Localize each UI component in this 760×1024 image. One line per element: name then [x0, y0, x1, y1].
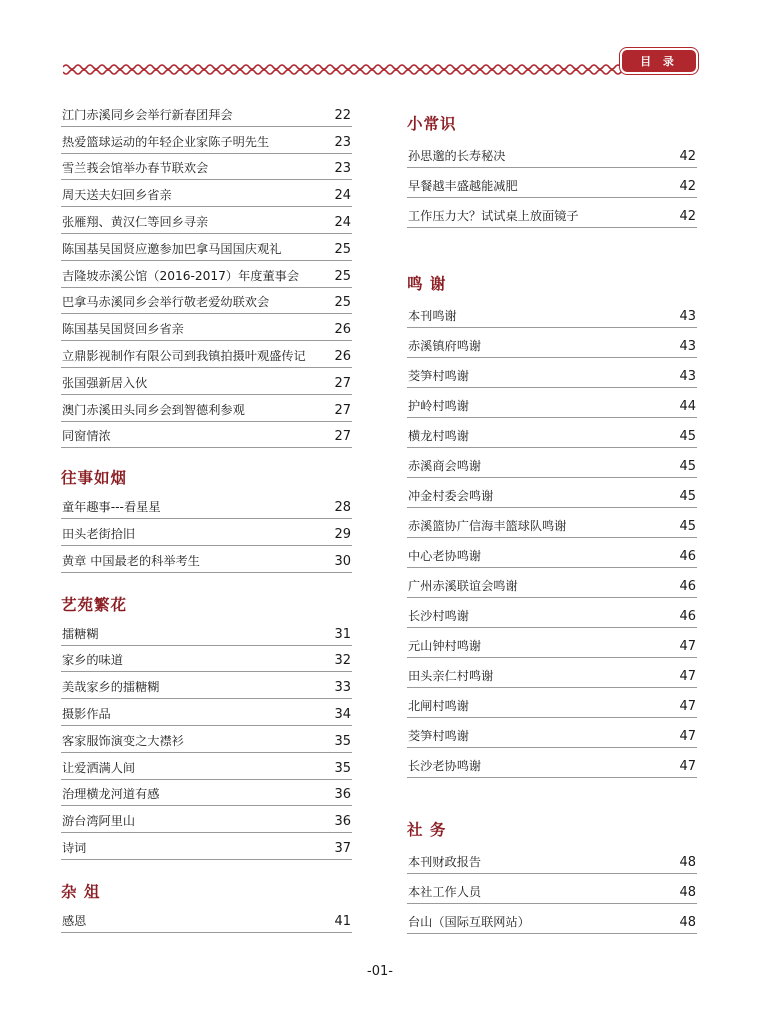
- entry-page: 42: [679, 149, 696, 164]
- entry-title: 游台湾阿里山: [62, 814, 136, 829]
- entry-page: 43: [679, 369, 696, 384]
- entry-page: 25: [334, 295, 351, 311]
- entry-page: 47: [679, 639, 696, 654]
- toc-entry[interactable]: [407, 508, 697, 538]
- entry-page: 27: [334, 402, 351, 418]
- toc-entry[interactable]: [407, 874, 697, 904]
- toc-entry[interactable]: [407, 418, 697, 448]
- entry-title: 广州赤溪联谊会鸣谢: [408, 579, 518, 593]
- toc-entry[interactable]: [407, 478, 697, 508]
- toc-entry[interactable]: [407, 904, 697, 934]
- toc-entry[interactable]: [407, 568, 697, 598]
- entry-title: 家乡的味道: [62, 653, 123, 668]
- entry-page: 31: [334, 626, 351, 642]
- entry-page: 41: [334, 913, 351, 929]
- entry-title: 江门赤溪同乡会举行新春团拜会: [62, 107, 233, 122]
- section-title: 鸣 谢: [407, 275, 447, 293]
- entry-title: 治理横龙河道有感: [62, 787, 160, 802]
- top-entry-list: [61, 100, 352, 448]
- toc-entry[interactable]: [407, 598, 697, 628]
- toc-entry[interactable]: [61, 234, 352, 261]
- toc-entry[interactable]: [407, 628, 697, 658]
- toc-entry[interactable]: [407, 688, 697, 718]
- toc-entry[interactable]: [407, 718, 697, 748]
- entry-title: 让爱洒满人间: [62, 760, 136, 775]
- toc-entry[interactable]: [61, 906, 352, 933]
- decorative-wave-border: [63, 59, 693, 79]
- entry-title: 雪兰莪会馆举办春节联欢会: [62, 161, 209, 176]
- tab-label: 目 录: [640, 55, 678, 68]
- entry-title: 美哉家乡的擂糖糊: [62, 680, 160, 695]
- left-column: [61, 100, 352, 933]
- toc-entry[interactable]: [407, 198, 697, 228]
- toc-entry[interactable]: [61, 180, 352, 207]
- entry-title: 感恩: [62, 913, 87, 928]
- entry-page: 24: [334, 214, 351, 230]
- toc-entry[interactable]: [61, 699, 352, 726]
- entry-title: 中心老协鸣谢: [408, 549, 482, 563]
- entry-page: 27: [334, 375, 351, 391]
- entry-page: 23: [334, 134, 351, 150]
- entry-title: 热爱篮球运动的年轻企业家陈子明先生: [62, 134, 270, 149]
- toc-entry[interactable]: [61, 492, 352, 519]
- entry-title: 本社工作人员: [408, 885, 482, 899]
- right-column: [407, 110, 697, 934]
- toc-entry[interactable]: [61, 261, 352, 288]
- entry-title: 护岭村鸣谢: [408, 399, 469, 413]
- entry-page: 27: [334, 429, 351, 445]
- entry-page: 42: [679, 179, 696, 194]
- entry-page: 36: [334, 814, 351, 830]
- page-number: -01-: [367, 964, 393, 979]
- entry-title: 长沙村鸣谢: [408, 609, 469, 623]
- entry-title: 元山钟村鸣谢: [408, 639, 482, 653]
- entry-title: 黄章 中国最老的科举考生: [62, 553, 200, 568]
- entry-page: 33: [334, 680, 351, 696]
- entry-title: 茭笋村鸣谢: [408, 729, 469, 743]
- entry-title: 陈国基吴国贤应邀参加巴拿马国国庆观礼: [62, 241, 282, 256]
- section-title: 往事如烟: [61, 469, 128, 488]
- toc-entry[interactable]: [61, 341, 352, 368]
- toc-entry[interactable]: [61, 672, 352, 699]
- toc-entry[interactable]: [61, 368, 352, 395]
- entry-page: 24: [334, 188, 351, 204]
- entry-page: 32: [334, 653, 351, 669]
- toc-entry[interactable]: [61, 395, 352, 422]
- entry-title: 擂糖糊: [62, 626, 99, 641]
- entry-page: 48: [679, 885, 696, 900]
- entry-title: 赤溪商会鸣谢: [408, 459, 482, 473]
- entry-page: 48: [679, 915, 696, 930]
- entry-page: 22: [334, 107, 351, 123]
- entry-page: 43: [679, 339, 696, 354]
- entry-title: 田头老街拾旧: [62, 526, 136, 541]
- entry-title: 茭笋村鸣谢: [408, 369, 469, 383]
- entry-title: 摄影作品: [62, 706, 111, 721]
- section-title: 小常识: [407, 115, 457, 133]
- toc-entry[interactable]: [407, 448, 697, 478]
- entry-title: 立鼎影视制作有限公司到我镇拍摄叶观盛传记: [62, 348, 306, 363]
- entry-page: 47: [679, 669, 696, 684]
- entry-title: 同窗情浓: [62, 429, 111, 444]
- entry-page: 26: [334, 348, 351, 364]
- entry-title: 赤溪篮协广信海丰篮球队鸣谢: [408, 519, 567, 533]
- entry-page: 44: [679, 399, 696, 414]
- toc-entry[interactable]: [407, 298, 697, 328]
- toc-entry[interactable]: [61, 726, 352, 753]
- entry-title: 早餐越丰盛越能减肥: [408, 179, 518, 193]
- entry-title: 台山（国际互联网站）: [408, 915, 530, 929]
- entry-title: 张雁翔、黄汉仁等回乡寻亲: [62, 214, 209, 229]
- toc-entry[interactable]: [61, 619, 352, 646]
- toc-entry[interactable]: [61, 154, 352, 181]
- entry-page: 43: [679, 309, 696, 324]
- section-title: 艺苑繁花: [61, 595, 128, 614]
- entry-title: 横龙村鸣谢: [408, 429, 469, 443]
- entry-page: 37: [334, 840, 351, 856]
- entry-page: 34: [334, 706, 351, 722]
- entry-title: 长沙老协鸣谢: [408, 759, 482, 773]
- entry-title: 赤溪镇府鸣谢: [408, 339, 482, 353]
- entry-page: 25: [334, 268, 351, 284]
- entry-title: 田头亲仁村鸣谢: [408, 669, 494, 683]
- entry-title: 客家服饰演变之大襟衫: [62, 733, 184, 748]
- toc-entry[interactable]: [61, 806, 352, 833]
- entry-page: 47: [679, 759, 696, 774]
- entry-title: 冲金村委会鸣谢: [408, 489, 494, 503]
- entry-title: 吉隆坡赤溪公馆（2016-2017）年度董事会: [62, 268, 300, 283]
- entry-title: 诗词: [62, 840, 87, 855]
- toc-entry[interactable]: [61, 753, 352, 780]
- entry-title: 本刊财政报告: [408, 855, 482, 869]
- entry-page: 45: [679, 429, 696, 444]
- entry-page: 28: [334, 500, 351, 516]
- toc-entry[interactable]: [61, 288, 352, 315]
- toc-entry[interactable]: [407, 168, 697, 198]
- entry-page: 47: [679, 729, 696, 744]
- toc-entry[interactable]: [407, 658, 697, 688]
- entry-page: 23: [334, 161, 351, 177]
- entry-page: 48: [679, 855, 696, 870]
- entry-page: 45: [679, 519, 696, 534]
- entry-page: 36: [334, 787, 351, 803]
- entry-page: 26: [334, 322, 351, 338]
- entry-page: 45: [679, 459, 696, 474]
- entry-page: 46: [679, 549, 696, 564]
- entry-page: 46: [679, 609, 696, 624]
- entry-title: 澳门赤溪田头同乡会到智德利参观: [62, 402, 245, 417]
- toc-entry[interactable]: [61, 519, 352, 546]
- entry-title: 童年趣事---看星星: [62, 500, 161, 515]
- entry-page: 30: [334, 553, 351, 569]
- toc-entry[interactable]: [61, 207, 352, 234]
- entry-page: 35: [334, 760, 351, 776]
- section-title: 杂 俎: [61, 882, 101, 901]
- toc-entry[interactable]: [407, 538, 697, 568]
- entry-page: 42: [679, 209, 696, 224]
- toc-entry[interactable]: [61, 422, 352, 449]
- toc-entry[interactable]: [407, 328, 697, 358]
- toc-entry[interactable]: [61, 780, 352, 807]
- entry-title: 巴拿马赤溪同乡会举行敬老爱幼联欢会: [62, 295, 270, 310]
- toc-entry[interactable]: [407, 844, 697, 874]
- section-title: 社 务: [407, 821, 447, 839]
- entry-page: 29: [334, 526, 351, 542]
- toc-entry[interactable]: [407, 388, 697, 418]
- toc-entry[interactable]: [61, 546, 352, 573]
- entry-title: 周天送夫妇回乡省亲: [62, 188, 172, 203]
- table-of-contents-tab: [622, 50, 696, 72]
- entry-page: 46: [679, 579, 696, 594]
- entry-page: 25: [334, 241, 351, 257]
- entry-title: 工作压力大？试试桌上放面镜子: [408, 209, 579, 223]
- toc-entry[interactable]: [61, 833, 352, 860]
- toc-entry[interactable]: [61, 100, 352, 127]
- toc-entry[interactable]: [407, 748, 697, 778]
- toc-entry[interactable]: [61, 314, 352, 341]
- entry-title: 本刊鸣谢: [408, 309, 457, 323]
- entry-title: 北闸村鸣谢: [408, 699, 469, 713]
- entry-title: 张国强新居入伙: [62, 375, 148, 390]
- entry-page: 35: [334, 733, 351, 749]
- entry-title: 陈国基吴国贤回乡省亲: [62, 322, 184, 337]
- entry-page: 47: [679, 699, 696, 714]
- entry-title: 孙思邈的长寿秘决: [408, 149, 506, 163]
- toc-entry[interactable]: [407, 138, 697, 168]
- toc-entry[interactable]: [61, 127, 352, 154]
- entry-page: 45: [679, 489, 696, 504]
- toc-entry[interactable]: [407, 358, 697, 388]
- toc-entry[interactable]: [61, 646, 352, 673]
